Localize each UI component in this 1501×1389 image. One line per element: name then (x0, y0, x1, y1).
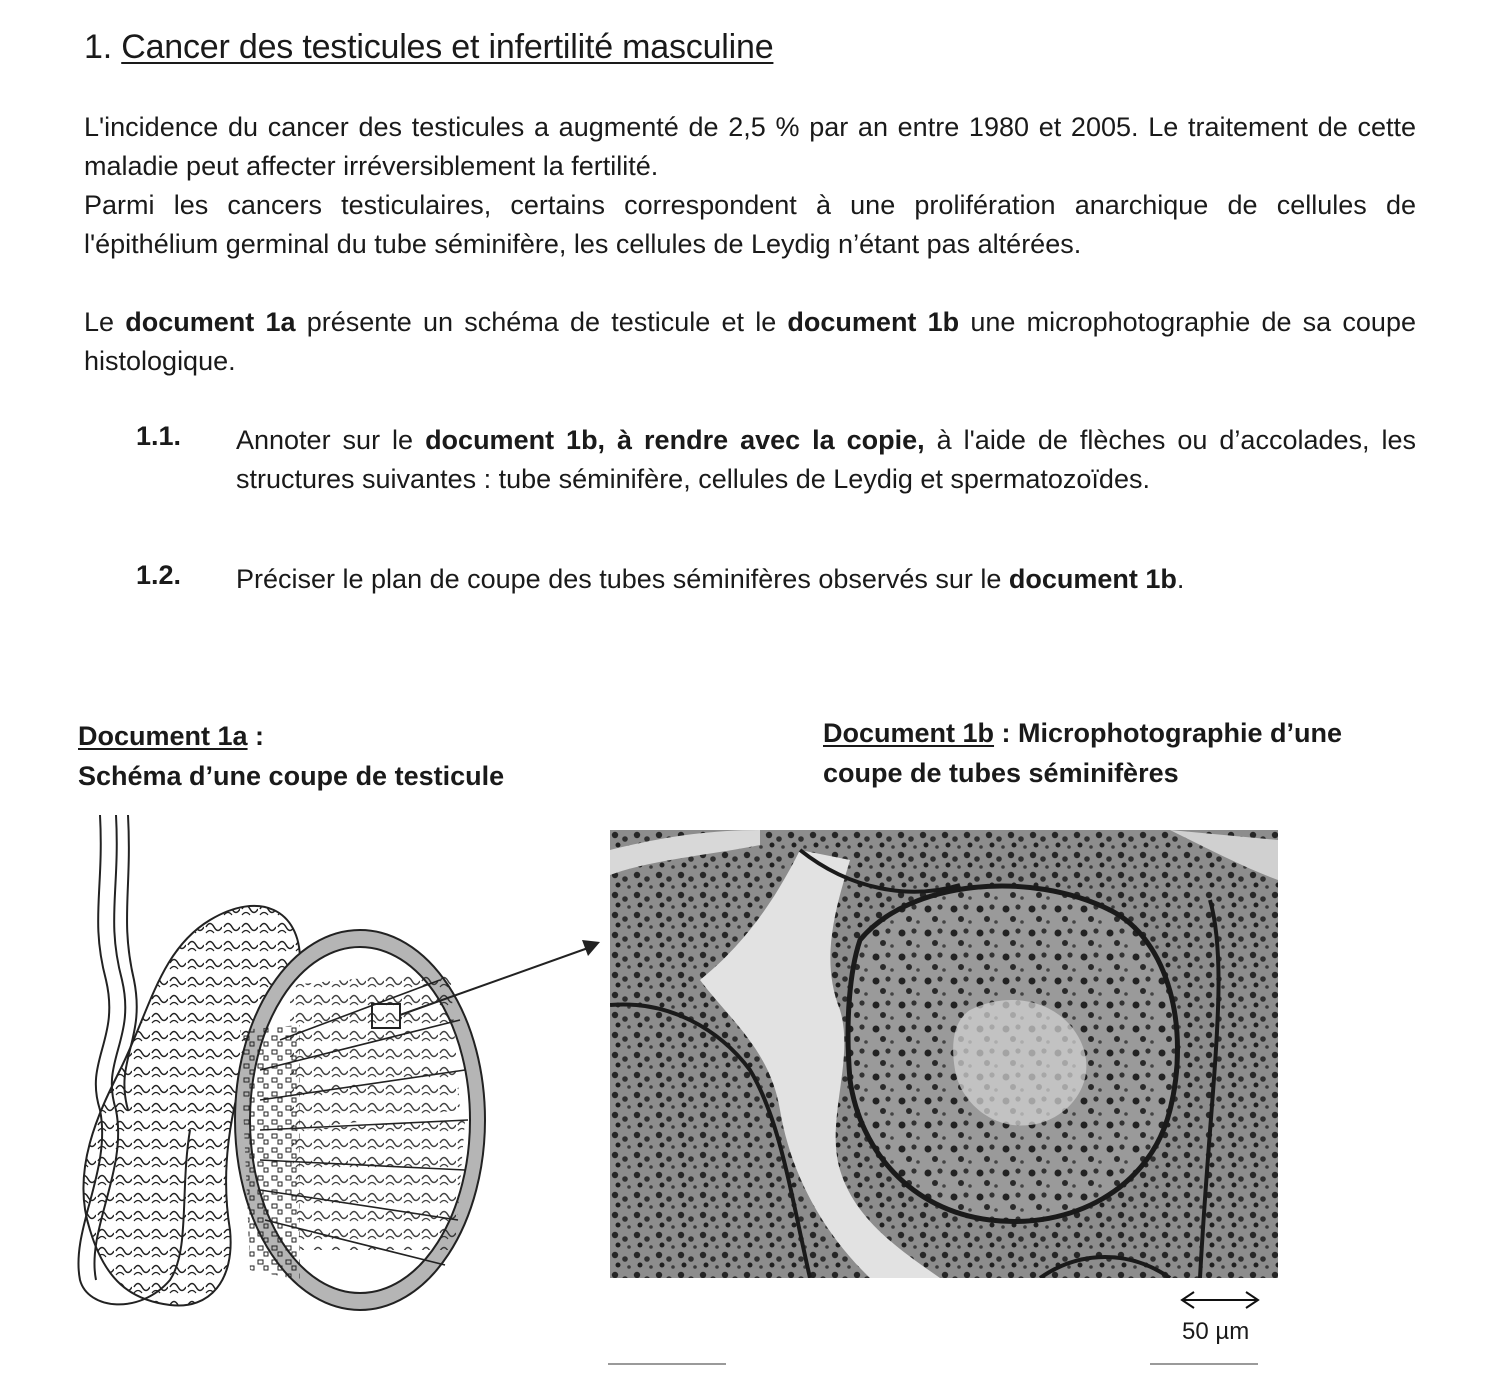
scale-bar (1178, 1286, 1262, 1314)
intro-paragraph-1: L'incidence du cancer des testicules a augmenté de 2,5 % par an entre 1980 et 2005. Le traitement de cette maladie peut affecter irréversiblement la fertilité. (84, 112, 1416, 181)
scale-label: 50 µm (1182, 1318, 1250, 1345)
rete-testis (240, 1025, 300, 1280)
intro-paragraph-2: Parmi les cancers testiculaires, certains correspondent à une prolifération anarchique de cellules de l'épithélium germinal du tube séminifère, les cellules de Leydig n’étant pas altérées. (84, 190, 1416, 259)
testis-diagram (60, 810, 600, 1330)
doc1a-label: Document 1a (78, 721, 248, 751)
doc1b-caption-text: coupe de tubes séminifères (823, 758, 1179, 788)
question-number-1-1: 1.1. (136, 421, 182, 451)
question-number-1-2: 1.2. (136, 560, 182, 590)
section-number: 1. (84, 28, 112, 66)
question-text-1-1: Annoter sur le document 1b, à rendre avec la copie, à l'aide de flèches ou d’accolades, les structures suivantes : tube séminifère, cellules de Leydig et spermatozoïdes. (236, 425, 1417, 494)
doc1b-caption: Document 1b : Microphotographie d’une coupe de tubes séminifères (823, 718, 1343, 788)
doc1a-reference: document 1a (125, 307, 296, 337)
intro-paragraph-3: Le document 1a présente un schéma de testicule et le document 1b une microphotographie de sa coupe histologique. (84, 307, 1416, 376)
section-title (84, 28, 773, 67)
doc1a-caption: Document 1a : Schéma d’une coupe de testicule (78, 721, 505, 791)
section-title-text: Cancer des testicules et infertilité masculine (121, 28, 774, 66)
doc1b-reference: document 1b (787, 307, 960, 337)
question-text-1-2: Préciser le plan de coupe des tubes séminifères observés sur le document 1b. (236, 564, 1185, 594)
doc1a-caption-text: Schéma d’une coupe de testicule (78, 761, 505, 791)
bottom-rule-right (1150, 1363, 1258, 1365)
doc1b-label: Document 1b (823, 718, 995, 748)
histology-microphotograph (610, 830, 1278, 1278)
bottom-rule-left (608, 1363, 726, 1365)
